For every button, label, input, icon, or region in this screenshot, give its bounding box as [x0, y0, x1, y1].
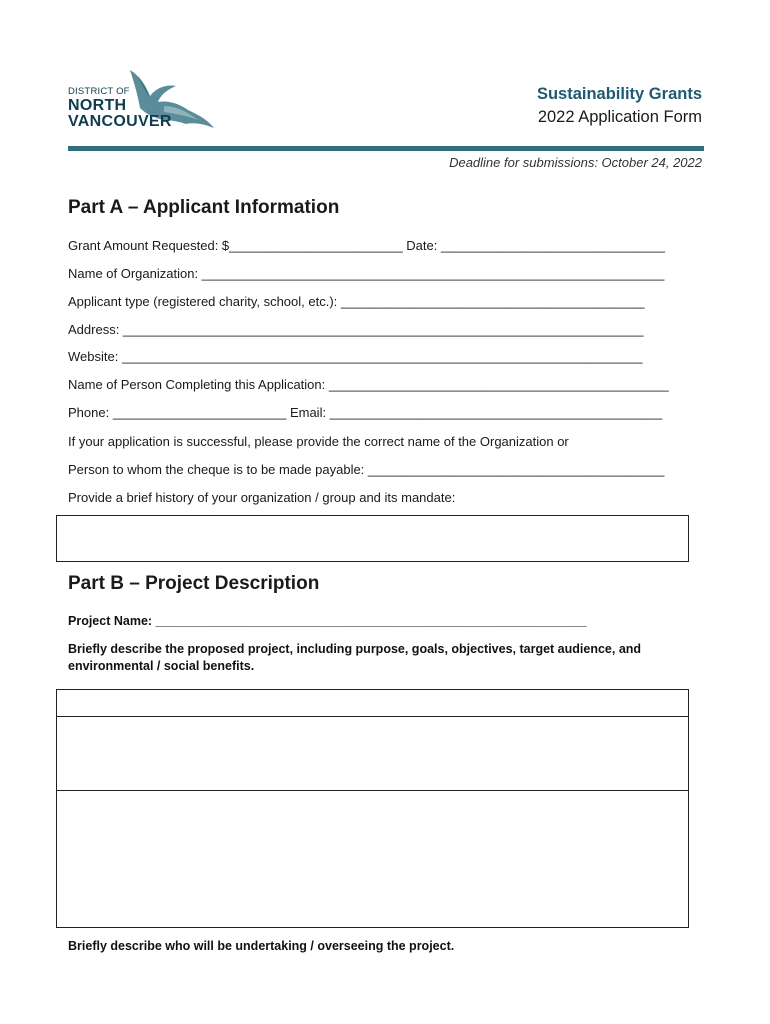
- district-logo: [68, 66, 218, 138]
- logo-north: NORTH: [68, 97, 127, 114]
- applicant-type-field[interactable]: Applicant type (registered charity, school, etc.): __________________________________________: [68, 294, 645, 309]
- cheque-payable-field[interactable]: Person to whom the cheque is to be made payable: _________________________________________: [68, 462, 665, 477]
- project-description-box-3[interactable]: [56, 790, 689, 928]
- part-a-heading: Part A – Applicant Information: [68, 197, 340, 218]
- form-title: Sustainability Grants: [536, 85, 702, 103]
- project-description-box-1[interactable]: [56, 689, 689, 718]
- project-name-field[interactable]: Project Name: ______________________________________________________________: [68, 614, 587, 628]
- oversight-prompt: Briefly describe who will be undertaking / overseeing the project.: [68, 939, 455, 953]
- history-textbox[interactable]: [56, 515, 689, 562]
- form-subtitle: 2022 Application Form: [537, 108, 702, 126]
- deadline-text: Deadline for submissions: October 24, 2022: [449, 155, 702, 170]
- header-rule: [68, 146, 704, 151]
- cheque-instruction-text: If your application is successful, please provide the correct name of the Organization or: [68, 434, 569, 449]
- person-completing-field[interactable]: Name of Person Completing this Application: _______________________________________________: [68, 377, 669, 392]
- logo-district-of: DISTRICT OF: [68, 86, 130, 97]
- phone-email-field[interactable]: Phone: ________________________ Email: ______________________________________________: [68, 405, 663, 420]
- organization-name-field[interactable]: Name of Organization: ________________________________________________________________: [68, 266, 665, 281]
- project-description-box-2[interactable]: [56, 716, 689, 792]
- address-field[interactable]: Address: ________________________________________________________________________: [68, 322, 644, 337]
- project-describe-prompt: Briefly describe the proposed project, including purpose, goals, objectives, target audience, and environmental / social benefits.: [68, 642, 642, 673]
- part-b-heading: Part B – Project Description: [68, 573, 320, 594]
- website-field[interactable]: Website: ________________________________________________________________________: [68, 349, 643, 364]
- grant-amount-date-field[interactable]: Grant Amount Requested: $________________________ Date: _______________________________: [68, 238, 666, 253]
- logo-vancouver: VANCOUVER: [68, 113, 172, 130]
- history-prompt: Provide a brief history of your organization / group and its mandate:: [68, 490, 456, 505]
